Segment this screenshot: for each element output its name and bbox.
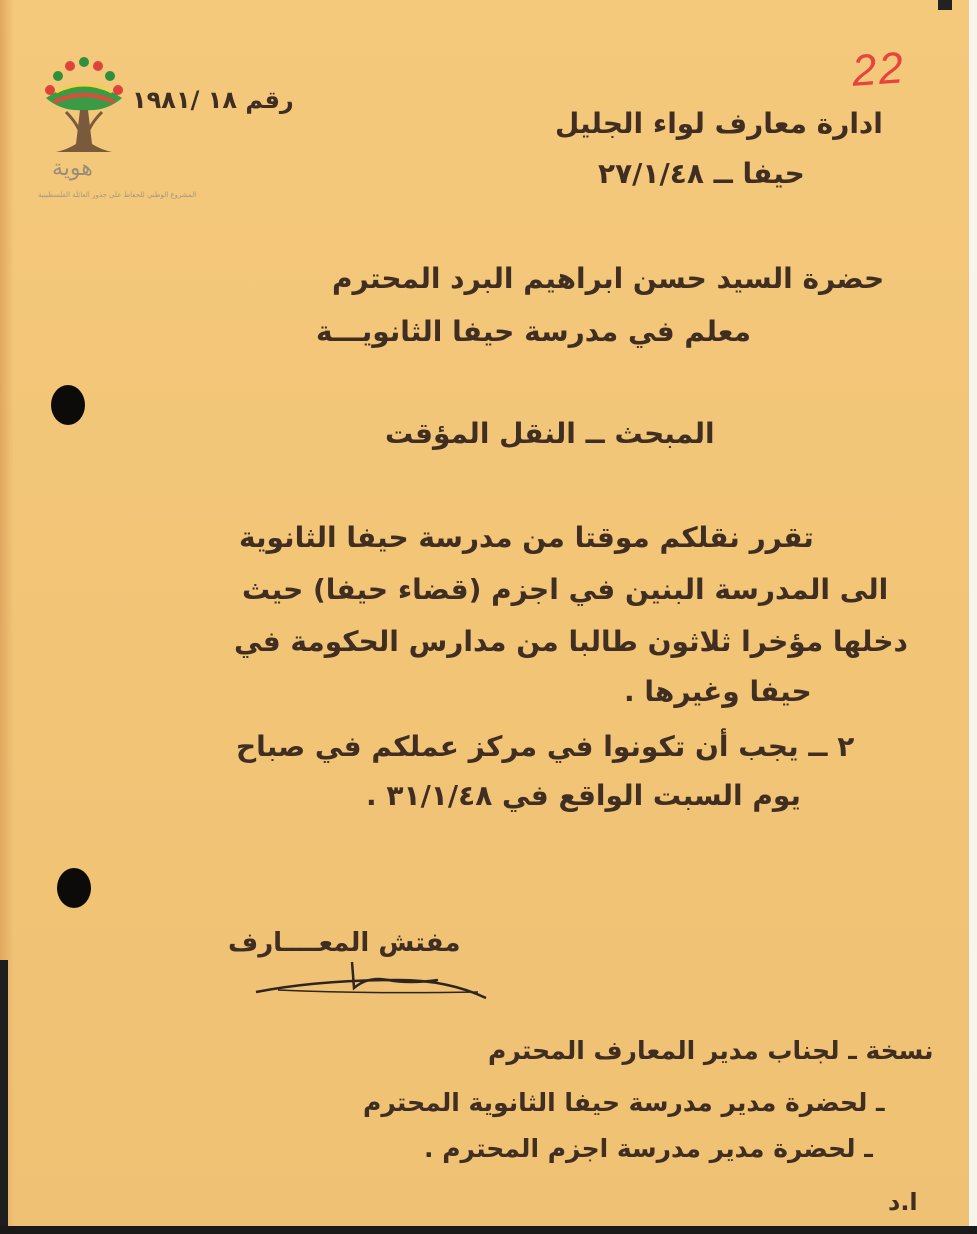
recipient-name: حضرة السيد حسن ابراهيم البرد المحترم: [332, 262, 885, 295]
body-line-2: الى المدرسة البنين في اجزم (قضاء حيفا) حيث: [242, 573, 889, 606]
place-date: حيفا ــ ٢٧/١/٤٨: [598, 157, 805, 190]
reference-number: رقم ١٨ /١٩٨١: [132, 86, 294, 114]
scan-margin: [969, 0, 977, 1234]
body-line-6: يوم السبت الواقع في ٣١/١/٤٨ .: [366, 779, 801, 812]
body-line-5: ٢ ــ يجب أن تكونوا في مركز عملكم في صباح: [236, 730, 855, 763]
body-line-1: تقرر نقلكم موقتا من مدرسة حيفا الثانوية: [239, 521, 814, 554]
issuer: ادارة معارف لواء الجليل: [555, 107, 883, 140]
punch-hole-top: [51, 385, 85, 425]
footer-initials: ا.د: [888, 1188, 918, 1216]
copy-line-1: نسخة ـ لجناب مدير المعارف المحترم: [488, 1036, 934, 1065]
logo-wordmark: هوية: [52, 156, 93, 181]
tree-figures-icon: [45, 57, 123, 152]
recipient-role: معلم في مدرسة حيفا الثانويـــة: [316, 315, 751, 348]
subject-line: المبحث ــ النقل المؤقت: [385, 417, 715, 450]
body-line-4: حيفا وغيرها .: [624, 675, 812, 708]
body-line-3: دخلها مؤخرا ثلاثون طالبا من مدارس الحكومة في: [234, 625, 908, 658]
handwritten-signature: [248, 940, 498, 1010]
scan-border-left: [0, 960, 8, 1234]
copy-line-2: ـ لحضرة مدير مدرسة حيفا الثانوية المحترم: [363, 1088, 885, 1117]
handwritten-page-number: 22: [850, 43, 907, 96]
signature-title: مفتش المعــــارف: [228, 928, 461, 958]
logo-caption: المشروع الوطني للحفاظ على جذور العائلة الفلسطينية: [38, 191, 197, 199]
punch-hole-bottom: [57, 868, 91, 908]
copy-line-3: ـ لحضرة مدير مدرسة اجزم المحترم .: [424, 1134, 873, 1163]
scan-border-bottom: [0, 1226, 977, 1234]
scan-corner-mark: [938, 0, 952, 10]
